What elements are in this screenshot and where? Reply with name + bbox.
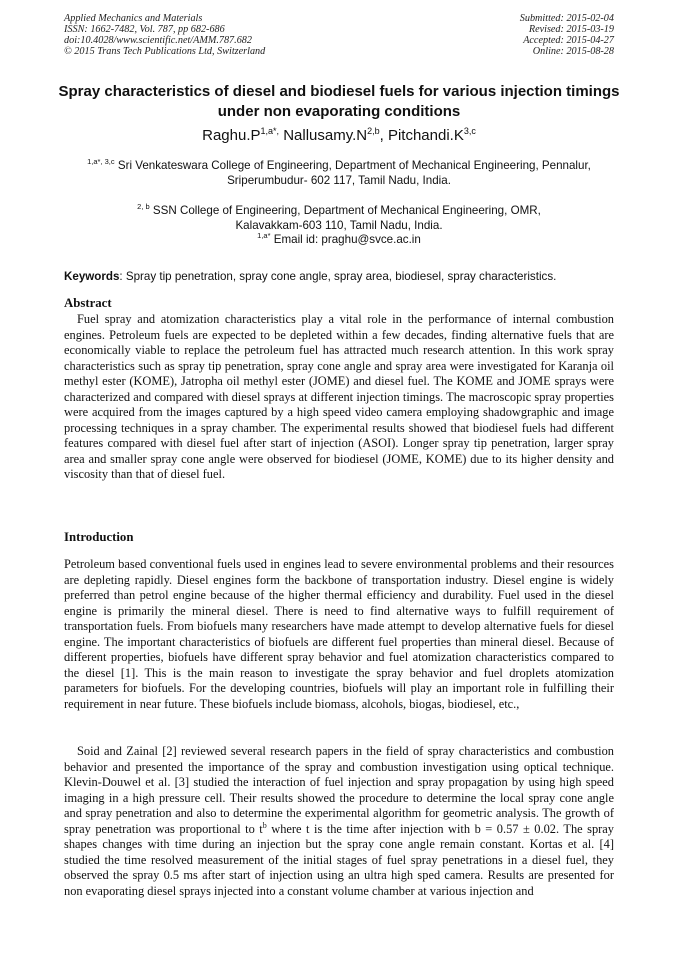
- abstract-heading: Abstract: [64, 296, 112, 310]
- journal-issn: ISSN: 1662-7482, Vol. 787, pp 682-686: [64, 24, 225, 35]
- author-separator: ,: [379, 127, 388, 144]
- affiliation-text: Kalavakkam-603 110, Tamil Nadu, India.: [235, 219, 443, 232]
- author-list: [40, 127, 638, 145]
- introduction-paragraph-1: Petroleum based conventional fuels used in engines lead to severe environmental problems and their resources are depleting rapidly. Diesel engines form the backbone of transportation industry. Diesel engine is widely preferred than petrol engine because of the higher thermal efficiency and durability. Fuel used in the diesel engine is primarily the mineral diesel. There is need to find alternative ways to fulfill requirement of transportation fuels. From biofuels many researchers have made attempt to develop alternative fuels for diesel engine. The important characteristics of biofuels are different fuel properties than mineral diesel. Because of different properties, biofuels have different spray behavior and fuel atomization characteristics compared to the diesel [1]. This is the main reason to investigate the spray behavior and fuel droplets atomization parameters for biofuels. For the developing countries, biofuels will play an important role in fulfilling their requirement in near future. These biofuels include biomass, alcohols, biogas, biodiesel, etc.,: [64, 557, 614, 711]
- keywords-label: Keywords: [64, 270, 120, 283]
- abstract-text: Fuel spray and atomization characteristics play a vital role in the performance of internal combustion engines. Petroleum fuels are expected to be depleted within a few decades, finding alternative fuels that are economically viable to replace the petroleum fuel has attracted much research attention. In this work spray characteristics such as spray tip penetration, spray cone angle and spray area were investigated for Karanja oil methyl ester (KOME), Jatropha oil methyl ester (JOME) and diesel fuel. The KOME and JOME sprays were characterized and compared with diesel sprays at different injection timings. The macroscopic spray properties were acquired from the images captured by a high speed video camera employing shadowgraphic and image processing techniques in a spray chamber. The experimental results showed that biodiesel fuels had different features compared with diesel fuel after start of injection (ASOI). Longer spray tip penetration, larger spray area and smaller spray cone angle were observed for biodiesel (JOME, KOME) due to its higher density and viscosity than that of diesel fuel.: [64, 312, 614, 482]
- affiliation-text: SSN College of Engineering, Department of Mechanical Engineering, OMR,: [149, 204, 541, 217]
- affiliation-1: [40, 158, 638, 188]
- journal-info: [64, 13, 265, 57]
- author-affiliation-marker: 3,c: [463, 126, 476, 136]
- introduction-heading: Introduction: [64, 530, 134, 544]
- author-affiliation-marker: 2,b: [367, 126, 380, 136]
- paper-title: Spray characteristics of diesel and biodiesel fuels for various injection timings under non evaporating conditions: [58, 83, 620, 120]
- affiliation-text: Sriperumbudur- 602 117, Tamil Nadu, India.: [227, 174, 451, 187]
- submission-dates: [520, 13, 614, 57]
- date-online: Online: 2015-08-28: [532, 46, 614, 57]
- email-marker: 1,a*: [257, 231, 271, 241]
- author-affiliation-marker: 1,a*,: [260, 126, 280, 136]
- paragraph-text: Soid and Zainal [2] reviewed several research papers in the field of spray characteristics and combustion behavior and presented the importance of the spray and combustion investigation using optical technique. Klevin-Douwel et al. [3] studied the interaction of fuel injection and spray propagation by using high speed imaging in a high pressure cell. Their results showed the procedure to determine the local spray cone angle and spray penetration and also to determine the experimental algorithm for geometric analysis. The growth of spray penetration was proportional to t: [64, 744, 614, 836]
- affiliation-marker: 1,a*, 3,c: [87, 157, 115, 167]
- author-email: [40, 232, 638, 247]
- journal-copyright: © 2015 Trans Tech Publications Ltd, Switzerland: [64, 46, 266, 57]
- affiliation-2: [40, 203, 638, 233]
- email-text: Email id: praghu@svce.ac.in: [270, 233, 421, 246]
- author-name: Raghu.P: [202, 127, 261, 144]
- paragraph-text: where t is the time after injection with b = 0.57 ± 0.02. The spray shapes changes with time during an injection but the spray cone angle remain constant. Kortas et al. [4] studied the time resolved measurement of the initial stages of fuel spray penetrations in a diesel fuel, they observed the spray 0.5 ms after start of injection using an ultra high sped camera. Results are presented for non evaporating diesel sprays injected into a constant volume chamber at various injection and: [64, 821, 614, 898]
- keywords: [64, 270, 614, 284]
- affiliation-marker: 2, b: [137, 202, 150, 212]
- journal-name: Applied Mechanics and Materials: [64, 13, 203, 24]
- date-accepted: Accepted: 2015-04-27: [523, 35, 614, 46]
- journal-doi: doi:10.4028/www.scientific.net/AMM.787.682: [64, 35, 252, 46]
- author-name: Nallusamy.N: [283, 127, 368, 144]
- affiliation-text: Sri Venkateswara College of Engineering, Department of Mechanical Engineering, Pennalur,: [114, 159, 591, 172]
- introduction-paragraph-2: [64, 744, 614, 899]
- keywords-list: : Spray tip penetration, spray cone angle, spray area, biodiesel, spray characteristics.: [119, 270, 557, 283]
- date-submitted: Submitted: 2015-02-04: [519, 13, 614, 24]
- author-name: Pitchandi.K: [387, 127, 464, 144]
- exponent: b: [262, 820, 267, 830]
- date-revised: Revised: 2015-03-19: [528, 24, 614, 35]
